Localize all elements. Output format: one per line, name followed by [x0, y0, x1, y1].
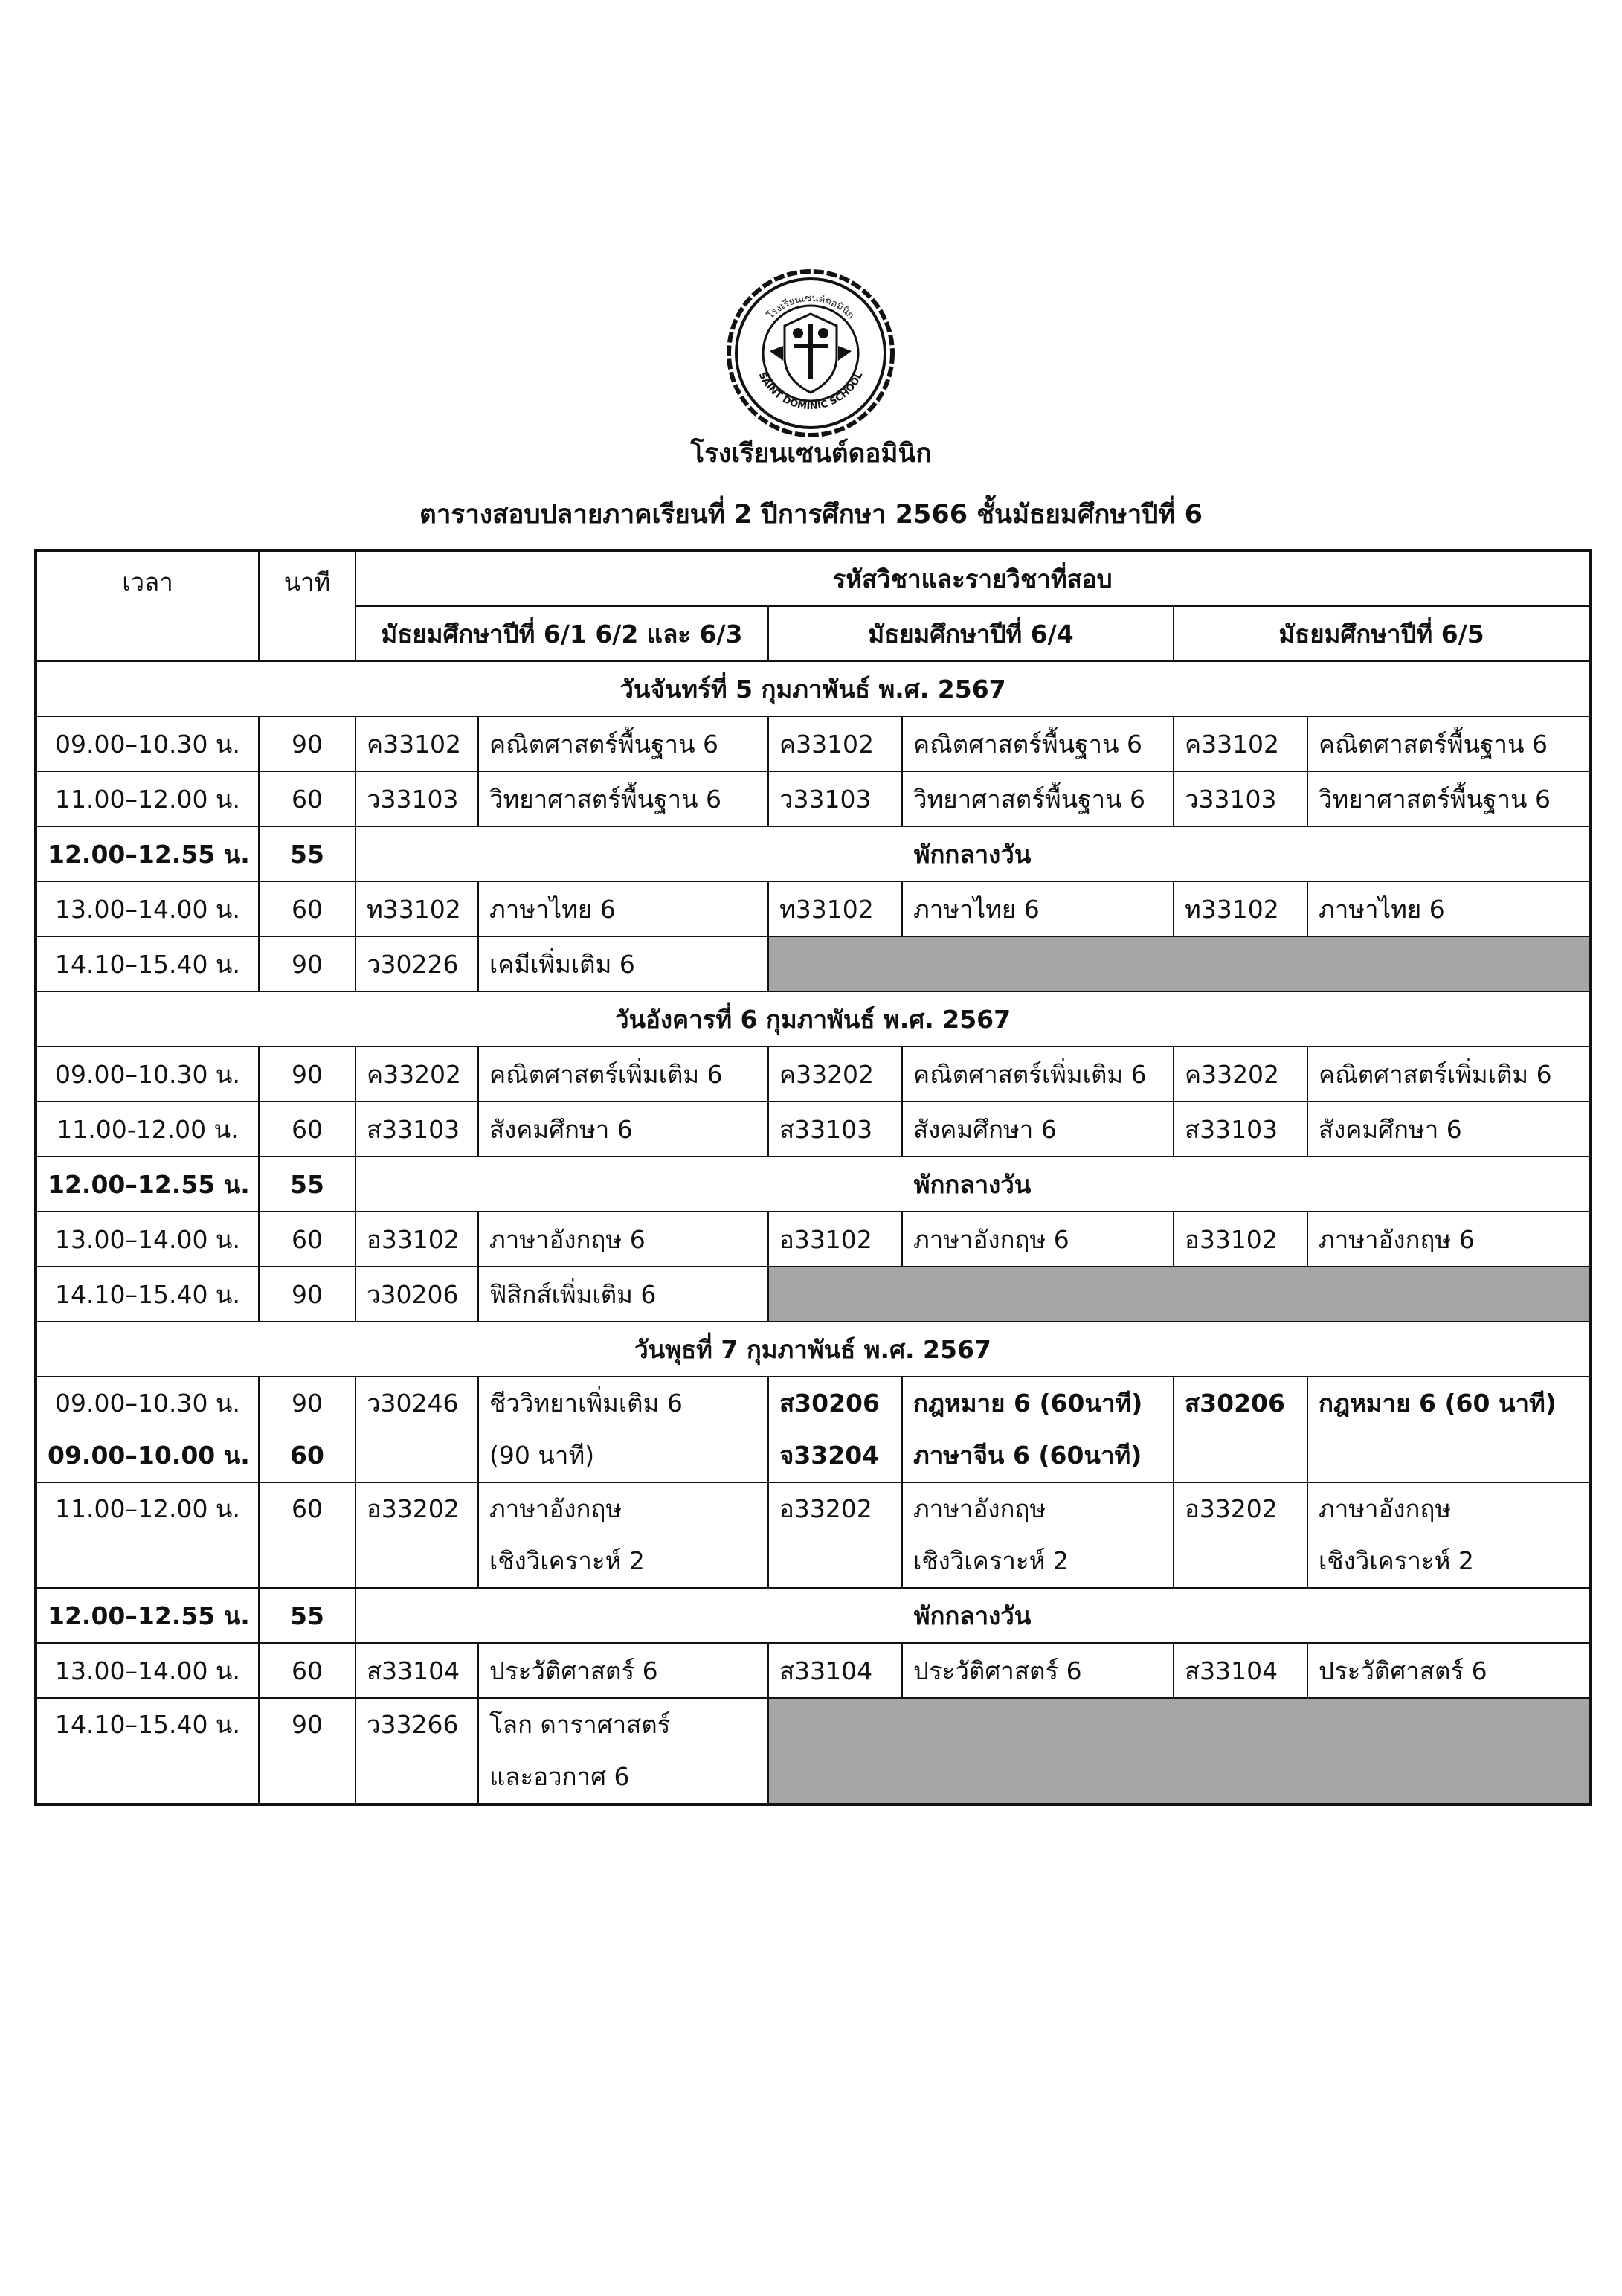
- subject-name-text: (90 นาที): [489, 1441, 595, 1470]
- subject-name: เคมีเพิ่มเติม 6: [478, 936, 768, 991]
- subject-name: สังคมศึกษา 6: [1307, 1102, 1590, 1157]
- time-cell: 09.00–10.30 น.: [36, 1046, 259, 1102]
- table-row: [36, 1377, 1590, 1482]
- no-exam-shaded-cell: [768, 936, 1590, 991]
- subject-code-text: อ33202: [1185, 1494, 1278, 1523]
- subject-code: ท33102: [768, 881, 902, 936]
- minutes-text: 60: [292, 1494, 323, 1523]
- subject-name-text: ชีววิทยาเพิ่มเติม 6: [489, 1389, 683, 1418]
- subject-code-text: ส30206: [1185, 1389, 1285, 1418]
- subject-name: ฟิสิกส์เพิ่มเติม 6: [478, 1267, 768, 1322]
- subject-name: [902, 1482, 1174, 1588]
- header-row: [36, 550, 1590, 606]
- subject-name: ภาษาไทย 6: [478, 881, 768, 936]
- table-row: [36, 1267, 1590, 1322]
- subject-name: วิทยาศาสตร์พื้นฐาน 6: [478, 771, 768, 826]
- exam-schedule-table: [34, 549, 1592, 1806]
- subject-code: ส33103: [1174, 1102, 1307, 1157]
- table-row: [36, 1698, 1590, 1804]
- subject-code: [355, 1482, 478, 1588]
- time-text: 09.00–10.00 น.: [48, 1441, 250, 1470]
- subject-name-text: ภาษาอังกฤษ: [913, 1494, 1046, 1523]
- subject-name: [902, 1377, 1174, 1482]
- subject-name: [1307, 1482, 1590, 1588]
- subject-code: ส33103: [355, 1102, 478, 1157]
- minutes-cell: 90: [259, 716, 355, 771]
- table-row: [36, 1482, 1590, 1588]
- subject-code: อ33102: [1174, 1212, 1307, 1267]
- minutes-cell: 60: [259, 1212, 355, 1267]
- subject-code: ค33102: [355, 716, 478, 771]
- subject-name: ภาษาไทย 6: [902, 881, 1174, 936]
- time-cell: 14.10–15.40 น.: [36, 936, 259, 991]
- subject-name: คณิตศาสตร์เพิ่มเติม 6: [478, 1046, 768, 1102]
- subject-code: ส33104: [768, 1643, 902, 1698]
- svg-text:โรงเรียนเซนต์ดอมินิก: โรงเรียนเซนต์ดอมินิก: [765, 292, 857, 322]
- subject-name: คณิตศาสตร์เพิ่มเติม 6: [1307, 1046, 1590, 1102]
- time-cell: 11.00–12.00 น.: [36, 771, 259, 826]
- day-heading-row: [36, 991, 1590, 1046]
- minutes-cell: 60: [259, 1102, 355, 1157]
- subject-code: ค33202: [768, 1046, 902, 1102]
- subject-name: [478, 1482, 768, 1588]
- subject-code: [355, 1377, 478, 1482]
- subject-code: [1174, 1482, 1307, 1588]
- subject-code: ว30206: [355, 1267, 478, 1322]
- subject-code-text: อ33202: [367, 1494, 460, 1523]
- table-row: [36, 881, 1590, 936]
- subject-code: ว33103: [1174, 771, 1307, 826]
- table-row: [36, 1102, 1590, 1157]
- time-cell: 13.00–14.00 น.: [36, 1643, 259, 1698]
- subject-code: ส33103: [768, 1102, 902, 1157]
- subject-code: [355, 1698, 478, 1804]
- subject-code-text: จ33204: [779, 1441, 880, 1470]
- minutes-cell: 60: [259, 881, 355, 936]
- subject-name-text: เชิงวิเคราะห์ 2: [913, 1546, 1069, 1575]
- minutes-text: 90: [292, 1710, 323, 1739]
- table-row: [36, 1643, 1590, 1698]
- time-cell: 12.00–12.55 น.: [36, 826, 259, 881]
- subject-name: ภาษาอังกฤษ 6: [902, 1212, 1174, 1267]
- subject-code-text: ว30246: [367, 1389, 459, 1418]
- minutes-cell: 60: [259, 771, 355, 826]
- minutes-cell: [259, 1377, 355, 1482]
- subject-name-text: ภาษาอังกฤษ: [1319, 1494, 1452, 1523]
- subject-name: คณิตศาสตร์พื้นฐาน 6: [1307, 716, 1590, 771]
- subject-code: ส33104: [355, 1643, 478, 1698]
- subject-name: ภาษาไทย 6: [1307, 881, 1590, 936]
- day-heading: วันอังคารที่ 6 กุมภาพันธ์ พ.ศ. 2567: [36, 991, 1590, 1046]
- time-text: 14.10–15.40 น.: [55, 1710, 240, 1739]
- time-cell: 11.00-12.00 น.: [36, 1102, 259, 1157]
- lunch-row: [36, 1588, 1590, 1643]
- subjects-header: รหัสวิชาและรายวิชาที่สอบ: [355, 550, 1590, 606]
- lunch-break-label: พักกลางวัน: [355, 826, 1590, 881]
- minutes-header: นาที: [259, 550, 355, 661]
- lunch-break-label: พักกลางวัน: [355, 1157, 1590, 1212]
- table-row: [36, 771, 1590, 826]
- subject-code: [768, 1482, 902, 1588]
- subject-code-text: อ33202: [779, 1494, 872, 1523]
- subject-name: ประวัติศาสตร์ 6: [1307, 1643, 1590, 1698]
- day-heading: วันพุธที่ 7 กุมภาพันธ์ พ.ศ. 2567: [36, 1322, 1590, 1377]
- subject-code: อ33102: [768, 1212, 902, 1267]
- subject-code: ค33102: [1174, 716, 1307, 771]
- subject-code: [768, 1377, 902, 1482]
- subject-code: ค33202: [355, 1046, 478, 1102]
- subject-name: [478, 1377, 768, 1482]
- subject-name: วิทยาศาสตร์พื้นฐาน 6: [902, 771, 1174, 826]
- day-heading-row: [36, 661, 1590, 716]
- lunch-row: [36, 826, 1590, 881]
- subject-name-text: กฎหมาย 6 (60นาที): [913, 1389, 1143, 1418]
- subject-code: ว33103: [768, 771, 902, 826]
- subject-name-text: ภาษาอังกฤษ: [489, 1494, 622, 1523]
- subject-name-text: เชิงวิเคราะห์ 2: [489, 1546, 645, 1575]
- subject-code: ค33202: [1174, 1046, 1307, 1102]
- minutes-cell: 60: [259, 1643, 355, 1698]
- subject-name-text: โลก ดาราศาสตร์: [489, 1710, 671, 1739]
- time-text: 09.00–10.30 น.: [55, 1389, 240, 1418]
- subject-name: วิทยาศาสตร์พื้นฐาน 6: [1307, 771, 1590, 826]
- subject-name: คณิตศาสตร์เพิ่มเติม 6: [902, 1046, 1174, 1102]
- day-heading-row: [36, 1322, 1590, 1377]
- subject-name: [478, 1698, 768, 1804]
- subject-code-text: ว33266: [367, 1710, 459, 1739]
- subject-name: ประวัติศาสตร์ 6: [478, 1643, 768, 1698]
- subject-name-text: เชิงวิเคราะห์ 2: [1319, 1546, 1474, 1575]
- table-row: [36, 1046, 1590, 1102]
- no-exam-shaded-cell: [768, 1698, 1590, 1804]
- subject-code: ท33102: [1174, 881, 1307, 936]
- time-cell: [36, 1698, 259, 1804]
- time-cell: 13.00–14.00 น.: [36, 881, 259, 936]
- subject-name-text: และอวกาศ 6: [489, 1762, 630, 1791]
- group-header-6-1-2-3: มัธยมศึกษาปีที่ 6/1 6/2 และ 6/3: [355, 606, 768, 661]
- svg-text:SAINT DOMINIC SCHOOL: SAINT DOMINIC SCHOOL: [756, 370, 866, 413]
- time-cell: 12.00–12.55 น.: [36, 1157, 259, 1212]
- no-exam-shaded-cell: [768, 1267, 1590, 1322]
- subject-code: อ33102: [355, 1212, 478, 1267]
- subject-name: ประวัติศาสตร์ 6: [902, 1643, 1174, 1698]
- subject-code: ส33104: [1174, 1643, 1307, 1698]
- school-name: โรงเรียนเซนต์ดอมินิก: [690, 439, 932, 469]
- lunch-row: [36, 1157, 1590, 1212]
- school-seal-logo: [725, 268, 896, 439]
- table-row: [36, 936, 1590, 991]
- group-header-6-4: มัธยมศึกษาปีที่ 6/4: [768, 606, 1174, 661]
- lunch-break-label: พักกลางวัน: [355, 1588, 1590, 1643]
- page-title: ตารางสอบปลายภาคเรียนที่ 2 ปีการศึกษา 2566 ชั้นมัธยมศึกษาปีที่ 6: [419, 500, 1203, 530]
- table-row: [36, 716, 1590, 771]
- minutes-cell: 90: [259, 936, 355, 991]
- subject-code: ท33102: [355, 881, 478, 936]
- minutes-cell: [259, 1698, 355, 1804]
- minutes-cell: 55: [259, 1157, 355, 1212]
- minutes-cell: [259, 1482, 355, 1588]
- minutes-cell: 90: [259, 1267, 355, 1322]
- subject-code: [1174, 1377, 1307, 1482]
- time-cell: [36, 1377, 259, 1482]
- subject-name-text: ภาษาจีน 6 (60นาที): [913, 1441, 1142, 1470]
- subject-code-text: ส30206: [779, 1389, 880, 1418]
- minutes-cell: 55: [259, 1588, 355, 1643]
- time-cell: 12.00–12.55 น.: [36, 1588, 259, 1643]
- subject-name: คณิตศาสตร์พื้นฐาน 6: [902, 716, 1174, 771]
- minutes-text: 60: [290, 1441, 324, 1470]
- subject-code: ค33102: [768, 716, 902, 771]
- time-header: เวลา: [36, 550, 259, 661]
- time-cell: 14.10–15.40 น.: [36, 1267, 259, 1322]
- group-header-6-5: มัธยมศึกษาปีที่ 6/5: [1174, 606, 1590, 661]
- time-cell: [36, 1482, 259, 1588]
- subject-name: ภาษาอังกฤษ 6: [478, 1212, 768, 1267]
- minutes-cell: 90: [259, 1046, 355, 1102]
- subject-code: ว30226: [355, 936, 478, 991]
- day-heading: วันจันทร์ที่ 5 กุมภาพันธ์ พ.ศ. 2567: [36, 661, 1590, 716]
- minutes-cell: 55: [259, 826, 355, 881]
- subject-code: ว33103: [355, 771, 478, 826]
- minutes-text: 90: [292, 1389, 323, 1418]
- table-row: [36, 1212, 1590, 1267]
- time-cell: 13.00–14.00 น.: [36, 1212, 259, 1267]
- subject-name: [1307, 1377, 1590, 1482]
- subject-name: สังคมศึกษา 6: [478, 1102, 768, 1157]
- subject-name: คณิตศาสตร์พื้นฐาน 6: [478, 716, 768, 771]
- subject-name: สังคมศึกษา 6: [902, 1102, 1174, 1157]
- time-text: 11.00–12.00 น.: [55, 1494, 240, 1523]
- time-cell: 09.00–10.30 น.: [36, 716, 259, 771]
- subject-name: ภาษาอังกฤษ 6: [1307, 1212, 1590, 1267]
- subject-name-text: กฎหมาย 6 (60 นาที): [1319, 1389, 1557, 1418]
